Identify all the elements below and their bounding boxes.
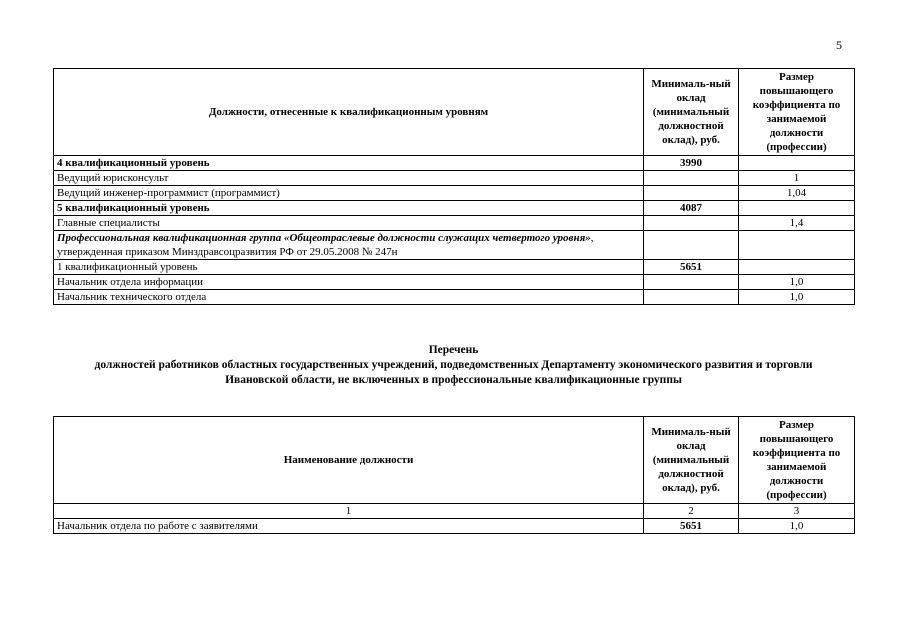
table-row (54, 290, 855, 305)
table-row (54, 156, 855, 171)
row-salary: 4087 (644, 201, 739, 216)
row-salary: 5651 (644, 519, 739, 534)
row-name: Начальник отдела по работе с заявителями (54, 519, 644, 534)
row-coef: 1,04 (739, 186, 855, 201)
row-name: Ведущий инженер-программист (программист) (54, 186, 644, 201)
position-header: Должности, отнесенные к квалификационным уровням (54, 69, 644, 156)
row-name: 4 квалификационный уровень (54, 156, 644, 171)
table-row (54, 519, 855, 534)
row-salary (644, 231, 739, 260)
row-coef (739, 201, 855, 216)
table-header-row (54, 417, 855, 504)
row-coef: 1 (739, 171, 855, 186)
salary-header: Минималь-ный оклад (минимальный должностной оклад), руб. (644, 69, 739, 156)
row-coef (739, 260, 855, 275)
table-header-row (54, 69, 855, 156)
row-salary (644, 216, 739, 231)
position-header: Наименование должности (54, 417, 644, 504)
group-approval: , утвержденная приказом Минздравсоцразвития РФ от 29.05.2008 № 247н (57, 232, 594, 258)
list-title: Перечень (428, 344, 479, 356)
row-name: 1 квалификационный уровень (54, 260, 644, 275)
coefficient-header: Размер повышающего коэффициента по занимаемой должности (профессии) (739, 69, 855, 156)
table-row (54, 216, 855, 231)
list-subtitle: должностей работников областных государственных учреждений, подведомственных Департаменту экономического развития и торговли Ивановской области, не включенных в профессиональные квалификационные группы (94, 359, 813, 386)
column-number: 2 (644, 504, 739, 519)
column-number: 3 (739, 504, 855, 519)
page-number: 5 (836, 38, 842, 52)
row-name: Ведущий юрисконсульт (54, 171, 644, 186)
row-salary (644, 290, 739, 305)
row-coef: 1,4 (739, 216, 855, 231)
row-name (54, 231, 644, 260)
row-salary (644, 275, 739, 290)
column-numbering-row (54, 504, 855, 519)
row-salary (644, 186, 739, 201)
list-heading (53, 343, 854, 388)
row-name: 5 квалификационный уровень (54, 201, 644, 216)
row-name: Главные специалисты (54, 216, 644, 231)
table-row (54, 171, 855, 186)
row-coef: 1,0 (739, 519, 855, 534)
row-salary: 5651 (644, 260, 739, 275)
row-salary (644, 171, 739, 186)
table-row (54, 231, 855, 260)
row-coef: 1,0 (739, 290, 855, 305)
table-row (54, 275, 855, 290)
group-name: Профессиональная квалификационная группа «Общеотраслевые должности служащих четвертого уровня» (57, 232, 591, 244)
salary-header: Минималь-ный оклад (минимальный должностной оклад), руб. (644, 417, 739, 504)
row-coef (739, 156, 855, 171)
table-row (54, 201, 855, 216)
row-name: Начальник технического отдела (54, 290, 644, 305)
row-name: Начальник отдела информации (54, 275, 644, 290)
row-salary: 3990 (644, 156, 739, 171)
positions-table (53, 416, 855, 534)
row-coef: 1,0 (739, 275, 855, 290)
table-row (54, 260, 855, 275)
coefficient-header: Размер повышающего коэффициента по занимаемой должности (профессии) (739, 417, 855, 504)
qualification-levels-table (53, 68, 855, 305)
table-row (54, 186, 855, 201)
row-coef (739, 231, 855, 260)
column-number: 1 (54, 504, 644, 519)
